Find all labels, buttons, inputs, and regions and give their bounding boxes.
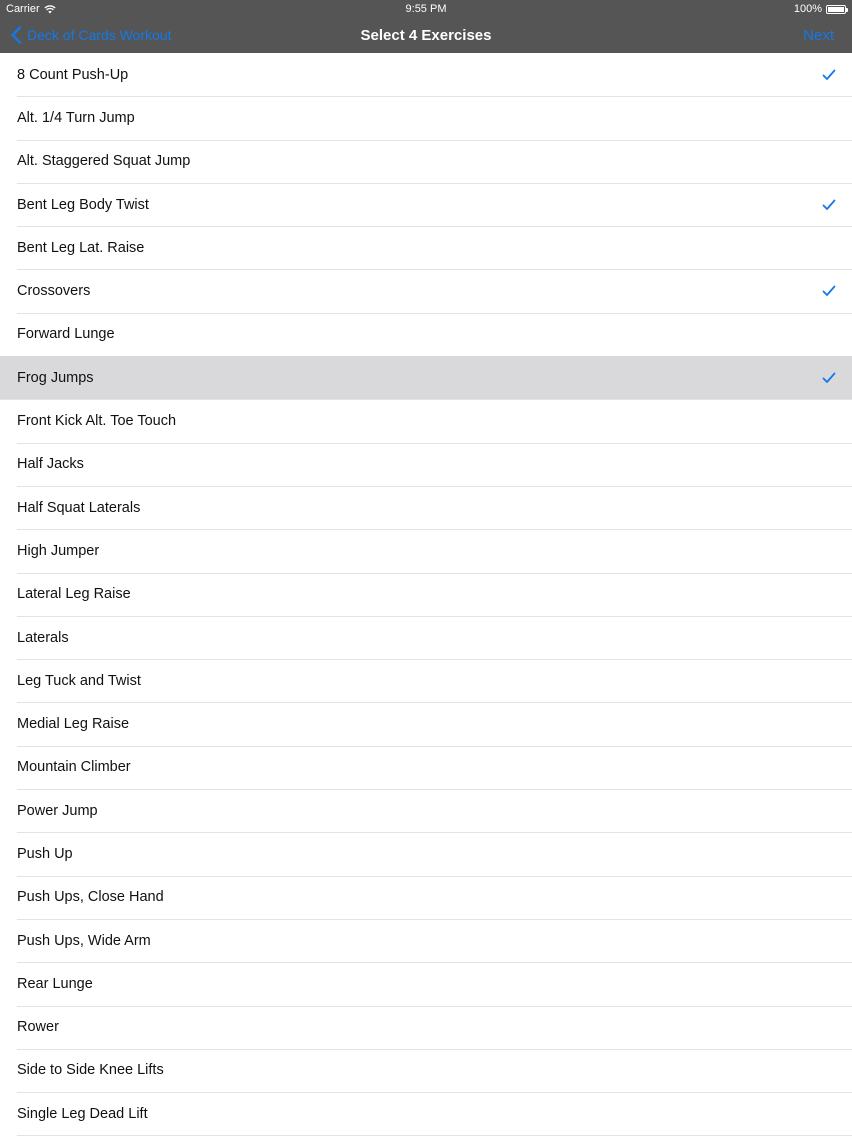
exercise-label: Forward Lunge: [17, 326, 115, 343]
exercise-label: Power Jump: [17, 802, 98, 819]
exercise-row[interactable]: [0, 1049, 852, 1092]
checkmark-icon: [822, 199, 836, 211]
next-button[interactable]: Next: [803, 27, 834, 44]
exercise-label: Rear Lunge: [17, 975, 93, 992]
exercise-row[interactable]: [0, 226, 852, 269]
exercise-label: High Jumper: [17, 542, 100, 559]
exercise-row[interactable]: [0, 269, 852, 312]
exercise-row[interactable]: [0, 399, 852, 442]
exercise-list: [0, 53, 852, 1135]
exercise-row[interactable]: [0, 876, 852, 919]
exercise-label: Medial Leg Raise: [17, 716, 130, 733]
exercise-label: Push Ups, Wide Arm: [17, 932, 151, 949]
exercise-label: Lateral Leg Raise: [17, 586, 131, 603]
exercise-label: Half Jacks: [17, 456, 84, 473]
exercise-label: Laterals: [17, 629, 69, 646]
exercise-label: Bent Leg Body Twist: [17, 196, 149, 213]
exercise-label: Single Leg Dead Lift: [17, 1105, 148, 1122]
exercise-row[interactable]: [0, 443, 852, 486]
top-bar: [0, 0, 852, 53]
exercise-label: Push Up: [17, 845, 73, 862]
exercise-label: Side to Side Knee Lifts: [17, 1062, 164, 1079]
exercise-row[interactable]: [0, 616, 852, 659]
checkmark-icon: [822, 372, 836, 384]
exercise-row[interactable]: [0, 356, 852, 399]
exercise-label: Alt. Staggered Squat Jump: [17, 153, 191, 170]
checkmark-icon: [822, 69, 836, 81]
exercise-label: Front Kick Alt. Toe Touch: [17, 413, 177, 430]
exercise-row[interactable]: [0, 183, 852, 226]
exercise-row[interactable]: [0, 140, 852, 183]
navigation-bar: [0, 18, 852, 53]
battery-icon: [826, 5, 846, 14]
exercise-label: Alt. 1/4 Turn Jump: [17, 109, 135, 126]
exercise-row[interactable]: [0, 486, 852, 529]
exercise-row[interactable]: [0, 96, 852, 139]
exercise-row[interactable]: [0, 746, 852, 789]
exercise-row[interactable]: [0, 529, 852, 572]
exercise-label: Frog Jumps: [17, 369, 94, 386]
exercise-label: 8 Count Push-Up: [17, 66, 129, 83]
carrier-label: Carrier: [6, 3, 40, 15]
exercise-row[interactable]: [0, 659, 852, 702]
back-button-label: Deck of Cards Workout: [27, 27, 172, 43]
exercise-row[interactable]: [0, 573, 852, 616]
exercise-row[interactable]: [0, 832, 852, 875]
exercise-label: Push Ups, Close Hand: [17, 889, 164, 906]
status-bar: [0, 0, 852, 18]
exercise-row[interactable]: [0, 313, 852, 356]
exercise-row[interactable]: [0, 702, 852, 745]
exercise-label: Leg Tuck and Twist: [17, 672, 141, 689]
exercise-label: Crossovers: [17, 283, 91, 300]
exercise-label: Rower: [17, 1019, 59, 1036]
exercise-row[interactable]: [0, 53, 852, 96]
exercise-label: Half Squat Laterals: [17, 499, 141, 516]
battery-percent: 100%: [793, 3, 822, 15]
page-title: Select 4 Exercises: [360, 27, 492, 44]
exercise-row[interactable]: [0, 1092, 852, 1135]
exercise-label: Mountain Climber: [17, 759, 131, 776]
status-time: 9:55 PM: [405, 3, 447, 15]
exercise-row[interactable]: [0, 919, 852, 962]
exercise-row[interactable]: [0, 1006, 852, 1049]
exercise-row[interactable]: [0, 789, 852, 832]
exercise-label: Bent Leg Lat. Raise: [17, 239, 145, 256]
checkmark-icon: [822, 285, 836, 297]
battery-indicator: [794, 3, 846, 15]
exercise-row[interactable]: [0, 962, 852, 1005]
